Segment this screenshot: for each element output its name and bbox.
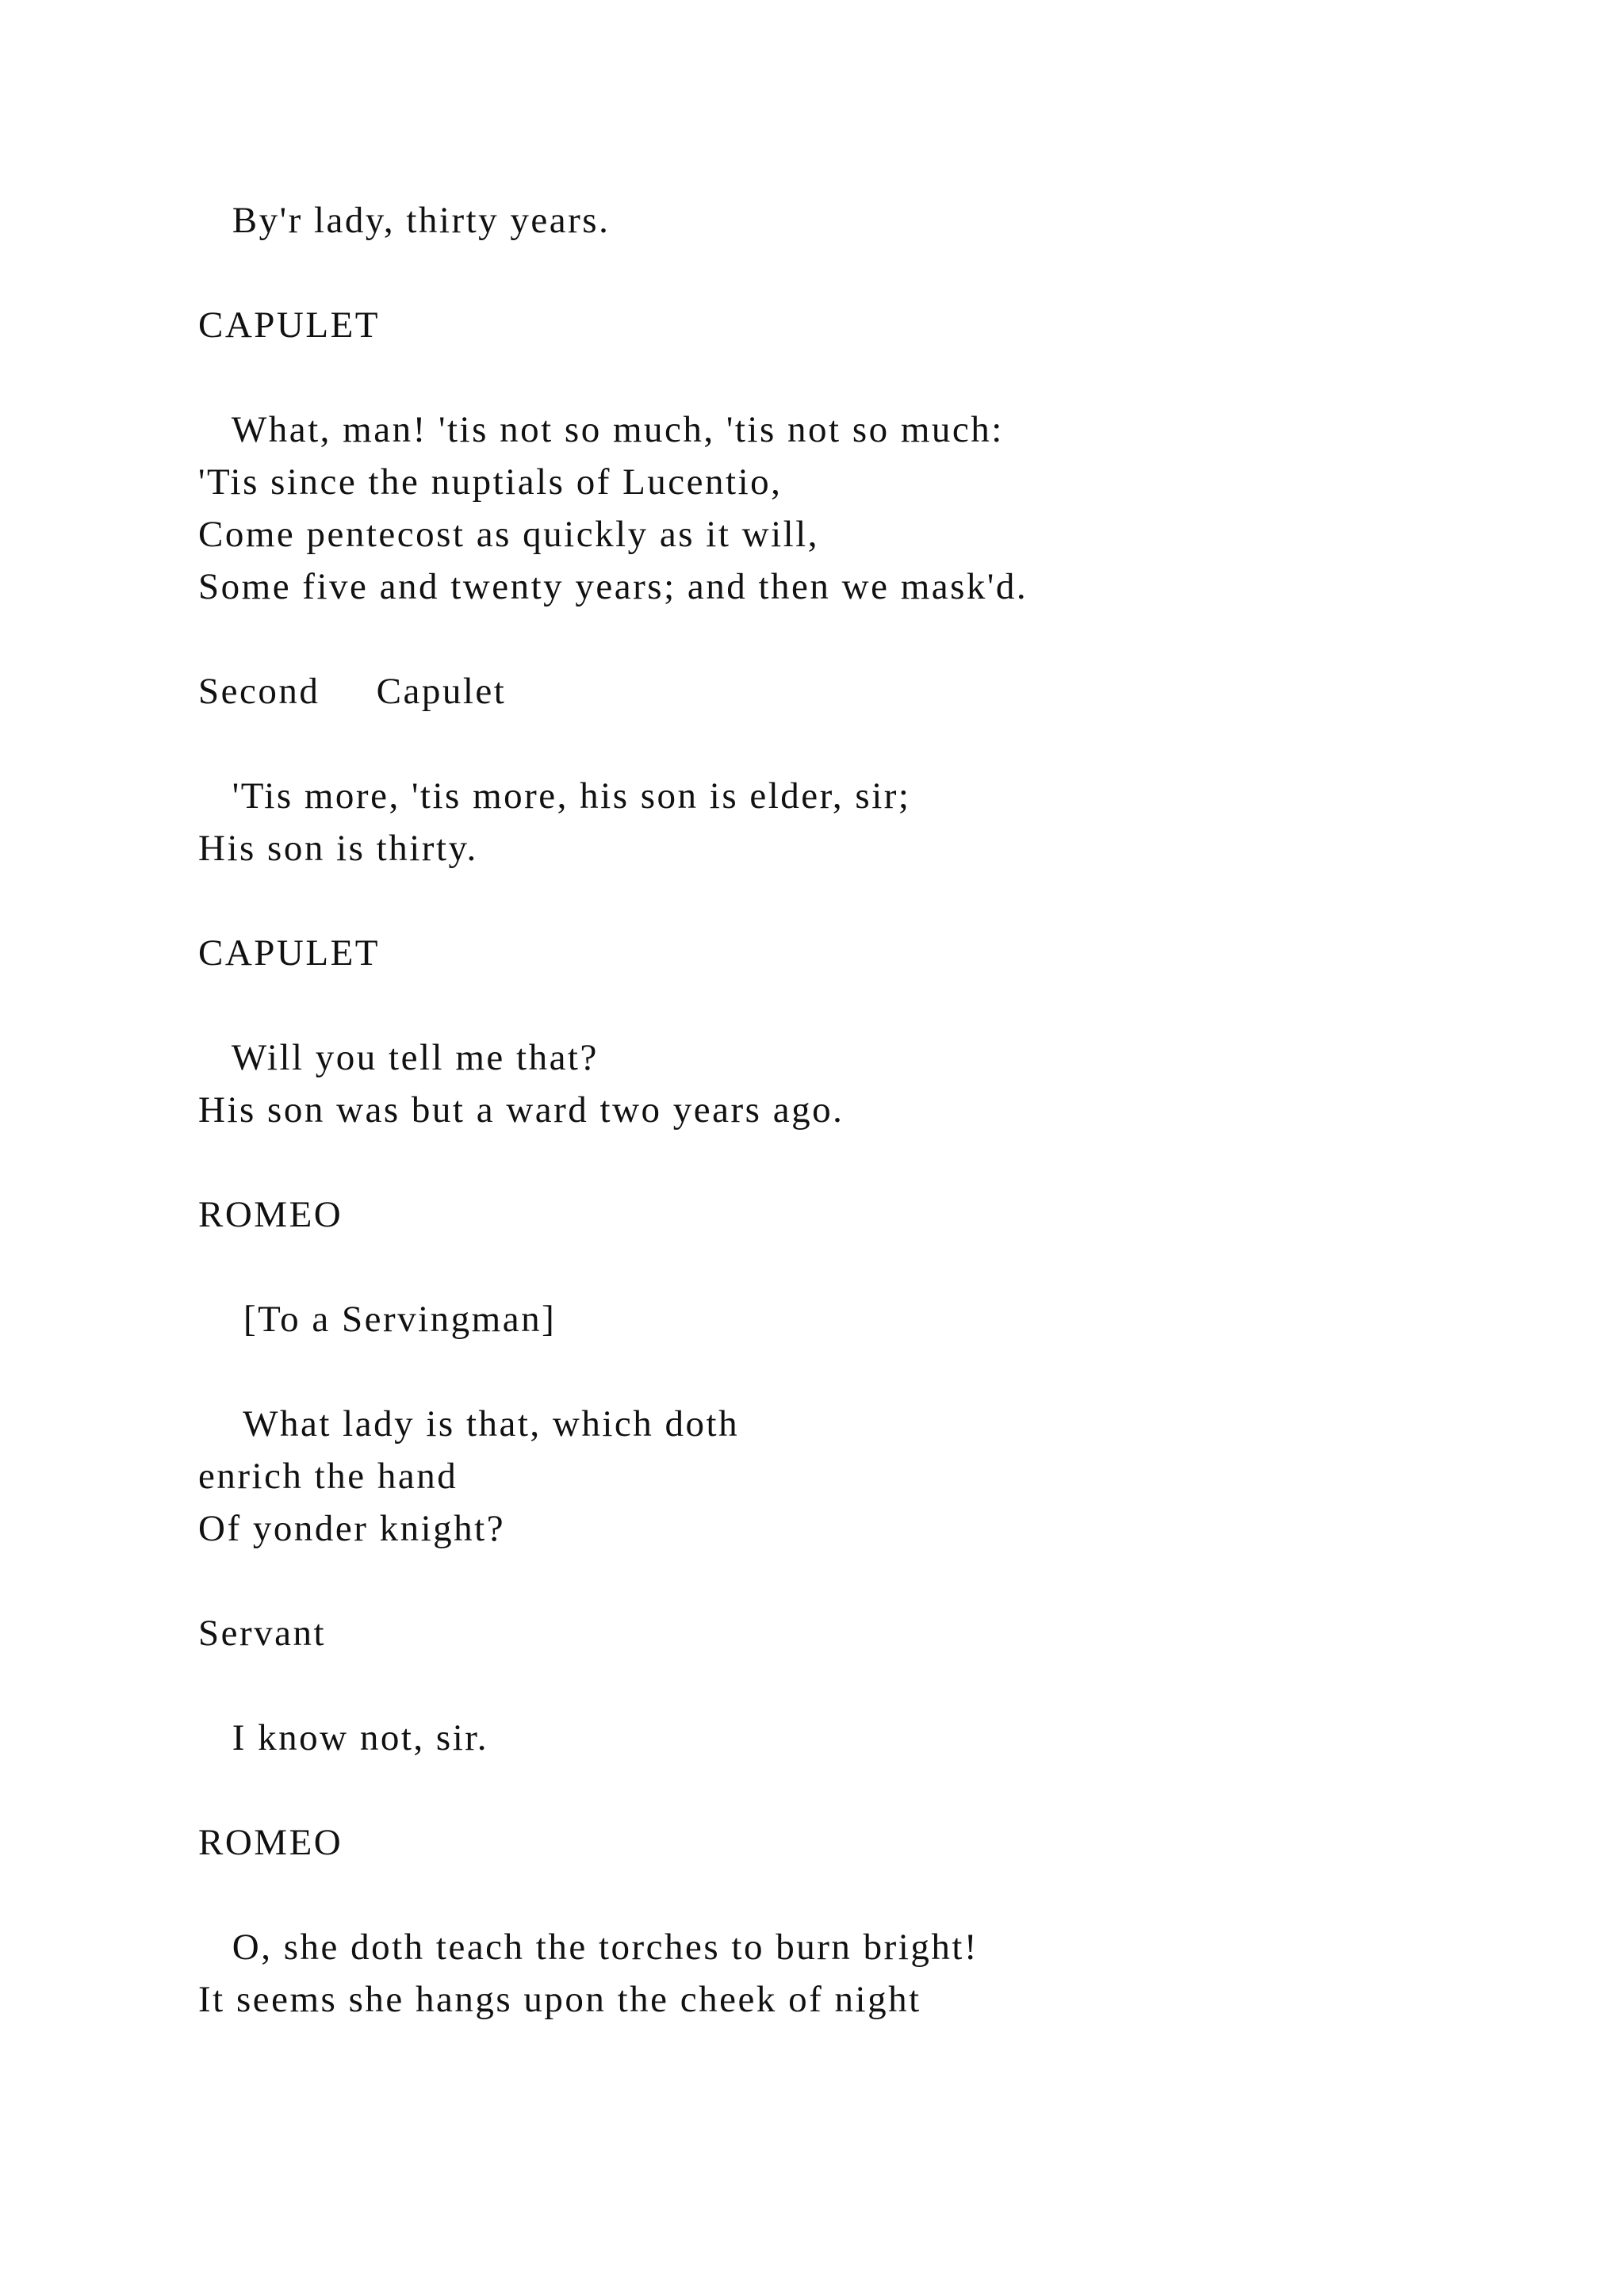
speech-line: O, she doth teach the torches to burn bright! bbox=[198, 1927, 979, 1968]
speaker-name: ROMEO bbox=[198, 1822, 343, 1863]
speech-line: By'r lady, thirty years. bbox=[198, 200, 611, 241]
speaker-name: CAPULET bbox=[198, 304, 380, 346]
stage-direction: [To a Servingman] bbox=[198, 1299, 557, 1340]
speaker-name: ROMEO bbox=[198, 1194, 343, 1235]
speech-line: It seems she hangs upon the cheek of night bbox=[198, 1979, 921, 2020]
speech-line: What lady is that, which doth bbox=[198, 1403, 740, 1445]
speech-line: I know not, sir. bbox=[198, 1717, 489, 1758]
speech-line: Come pentecost as quickly as it will, bbox=[198, 514, 820, 555]
speech-line: What, man! 'tis not so much, 'tis not so much: bbox=[198, 409, 1004, 450]
speaker-name: Servant bbox=[198, 1613, 327, 1654]
speech-line: Will you tell me that? bbox=[198, 1037, 599, 1078]
speech-line: His son was but a ward two years ago. bbox=[198, 1089, 845, 1131]
speech-line: enrich the hand bbox=[198, 1456, 458, 1497]
speech-line: 'Tis more, 'tis more, his son is elder, sir; bbox=[198, 775, 911, 817]
speech-line: Of yonder knight? bbox=[198, 1508, 506, 1549]
speaker-name: Second Capulet bbox=[198, 671, 507, 712]
speech-line: 'Tis since the nuptials of Lucentio, bbox=[198, 461, 783, 503]
speech-line: His son is thirty. bbox=[198, 828, 478, 869]
speech-line: Some five and twenty years; and then we mask'd. bbox=[198, 566, 1028, 607]
speaker-name: CAPULET bbox=[198, 932, 380, 974]
